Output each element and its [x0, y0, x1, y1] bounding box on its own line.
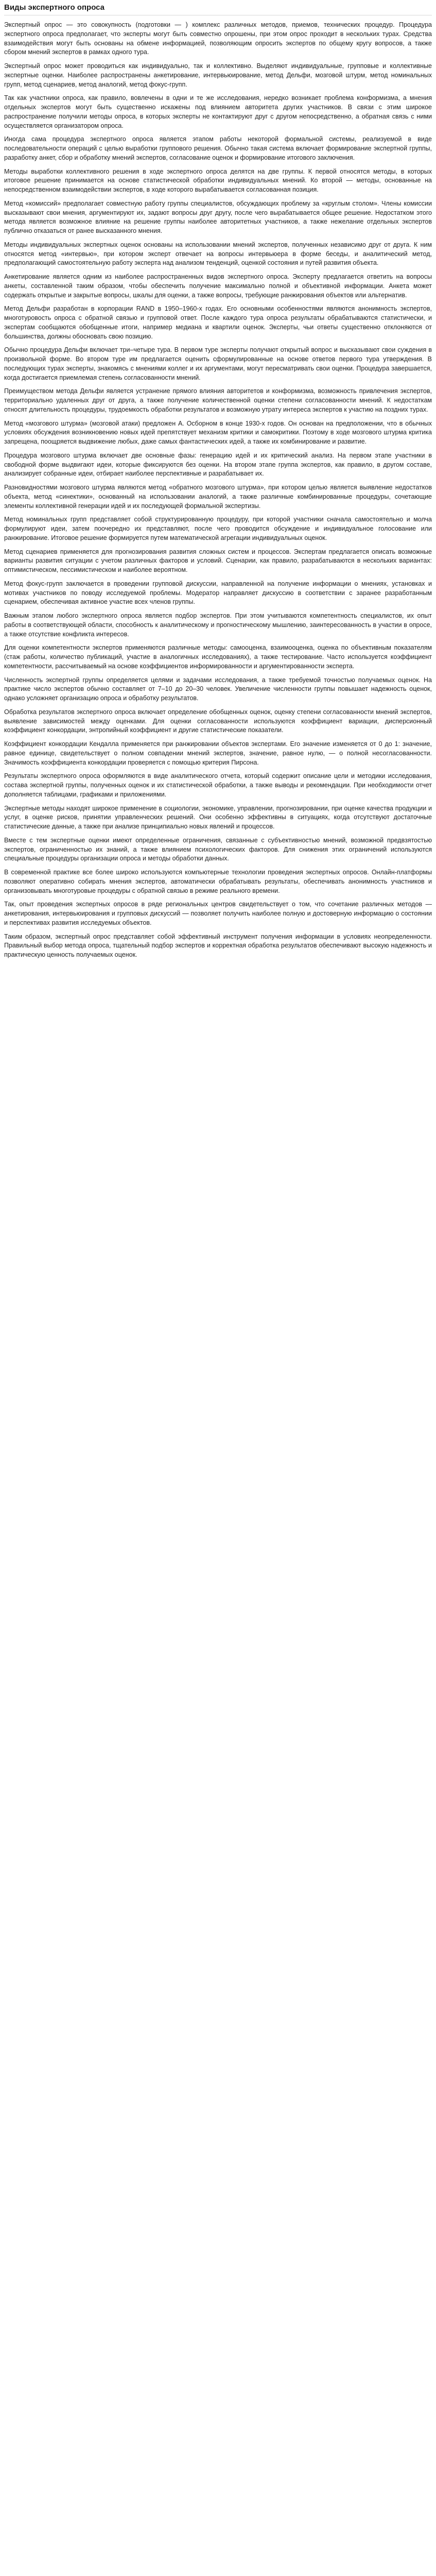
article-paragraph: Процедура мозгового штурма включает две основные фазы: генерацию идей и их критический анализ. На первом этапе участники в свободной форме выдвигают идеи, которые фиксируются без оценки. На втором этапе группа экспертов, как правило, в другом составе, анализирует собранные идеи, отбирает наиболее перспективные и разрабатывает их.: [4, 451, 432, 478]
article-paragraph: Преимуществом метода Дельфи является устранение прямого влияния авторитетов и конформизма, возможность привлечения экспертов, территориально удаленных друг от друга, а также получение количественной оценки степени согласованности мнений. К недостаткам относят длительность процедуры, трудоемкость обработки результатов и возможную утрату интереса экспертов к участию на поздних турах.: [4, 387, 432, 413]
article-paragraph: Анкетирование является одним из наиболее распространенных видов экспертного опроса. Эксперту предлагается ответить на вопросы анкеты, составленной таким образом, чтобы обеспечить получение максимально полной и объективной информации. Анкета может содержать открытые и закрытые вопросы, шкалы для оценки, а также вопросы, требующие ранжирования объектов или альтернатив.: [4, 273, 432, 299]
article-paragraph: Метод «комиссий» предполагает совместную работу группы специалистов, обсуждающих проблему за «круглым столом». Члены комиссии высказывают свои мнения, аргументируют их, задают вопросы друг другу, после чего вырабатывается общее решение. Недостатком этого метода является возможное влияние на решение группы наиболее авторитетных участников, а также нежелание отдельных экспертов публично отказаться от ранее высказанного мнения.: [4, 199, 432, 234]
article-paragraph: Метод Дельфи разработан в корпорации RAND в 1950–1960-х годах. Его основными особенностями являются анонимность экспертов, многотуровость опроса с обратной связью и групповой ответ. После каждого тура опроса результаты обрабатываются статистически, и экспертам сообщаются обобщенные итоги, например медиана и квартили оценок. Эксперты, чьи ответы существенно отклоняются от большинства, должны обосновать свою позицию.: [4, 305, 432, 340]
article-paragraph: Так, опыт проведения экспертных опросов в ряде региональных центров свидетельствует о том, что сочетание различных методов — анкетирования, интервьюирования и групповых дискуссий — позволяет получить наиболее полную и достоверную информацию о состоянии и перспективах развития исследуемых объектов.: [4, 901, 432, 926]
article-paragraph: Метод «мозгового штурма» (мозговой атаки) предложен А. Осборном в конце 1930-х годов. Он основан на предположении, что в обычных условиях обсуждения возникновению новых идей препятствует механизм критики и самокритики. Поэтому в ходе мозгового штурма критика запрещена, поощряется выдвижение любых, даже самых фантастических идей, а также их комбинирование и развитие.: [4, 419, 432, 445]
article-paragraph: Обычно процедура Дельфи включает три–четыре тура. В первом туре эксперты получают открытый вопрос и высказывают свои суждения в произвольной форме. Во втором туре им предлагается оценить сформулированные на основе ответов первого тура утверждения. В последующих турах эксперты, знакомясь с мнениями коллег и их аргументами, могут пересматривать свои оценки. Процедура завершается, когда достигается приемлемая степень согласованности мнений.: [4, 346, 432, 381]
article-paragraph: Методы выработки коллективного решения в ходе экспертного опроса делятся на две группы. К первой относятся методы, в которых итоговое решение принимается на основе статистической обработки индивидуальных мнений. Ко второй — методы, основанные на непосредственном взаимодействии экспертов, в ходе которого вырабатывается согласованная позиция.: [4, 167, 432, 193]
article-paragraph: Для оценки компетентности экспертов применяются различные методы: самооценка, взаимооценка, оценка по объективным показателям (стаж работы, количество публикаций, участие в аналогичных исследованиях), а также тестирование. Часто используется коэффициент компетентности, рассчитываемый на основе коэффициентов информированности и аргументированности эксперта.: [4, 644, 432, 670]
article-paragraph: Метод номинальных групп представляет собой структурированную процедуру, при которой участники сначала самостоятельно и молча формулируют идеи, затем поочередно их представляют, после чего проводится обсуждение и индивидуальное голосование или ранжирование. Итоговое решение формируется путем математической агрегации индивидуальных оценок.: [4, 516, 432, 541]
article-paragraph: Таким образом, экспертный опрос представляет собой эффективный инструмент получения информации в условиях неопределенности. Правильный выбор метода опроса, тщательный подбор экспертов и корректная обработка результатов обеспечивают высокую надежность и практическую ценность получаемых оценок.: [4, 933, 432, 958]
article-paragraph: Метод фокус-групп заключается в проведении групповой дискуссии, направленной на получение информации о мнениях, установках и мотивах участников по поводу исследуемой проблемы. Модератор направляет дискуссию в соответствии с заранее разработанным сценарием, обеспечивая активное участие всех членов группы.: [4, 580, 432, 606]
article-paragraph: Коэффициент конкордации Кендалла применяется при ранжировании объектов экспертами. Его значение изменяется от 0 до 1: значение, равное единице, свидетельствует о полном совпадении мнений экспертов, значение, равное нулю, — о полной несогласованности. Значимость коэффициента конкордации проверяется с помощью критерия Пирсона.: [4, 740, 432, 766]
article-paragraph: Метод сценариев применяется для прогнозирования развития сложных систем и процессов. Экспертам предлагается описать возможные варианты развития ситуации с учетом различных факторов и условий. Сценарии, как правило, разрабатываются в нескольких вариантах: оптимистическом, пессимистическом и наиболее вероятном.: [4, 548, 432, 573]
article-paragraph: Результаты экспертного опроса оформляются в виде аналитического отчета, который содержит описание цели и методики исследования, состава экспертной группы, полученных оценок и их статистической обработки, а также выводы и рекомендации. При необходимости отчет дополняется таблицами, графиками и приложениями.: [4, 772, 432, 798]
article-paragraph: Разновидностями мозгового штурма являются метод «обратного мозгового штурма», при котором целью является выявление недостатков объекта, метод «синектики», основанный на использовании аналогий, а также различные комбинированные процедуры, сочетающие элементы коллективной генерации идей и их последующей формальной экспертизы.: [4, 484, 432, 510]
page-title: Виды экспертного опроса: [4, 3, 432, 15]
article-paragraph: Иногда сама процедура экспертного опроса является этапом работы некоторой формальной системы, реализуемой в виде последовательности операций с целью выработки группового решения. Обычно такая система включает формирование экспертной группы, разработку анкет, сбор и обработку мнений экспертов, согласование оценок и формирование итогового заключения.: [4, 135, 432, 161]
article-paragraph: Экспертный опрос может проводиться как индивидуально, так и коллективно. Выделяют индивидуальные, групповые и коллективные экспертные оценки. Наиболее распространены анкетирование, интервьюирование, метод Дельфи, мозговой штурм, метод номинальных групп, метод сценариев, метод аналогий, метод фокус-групп.: [4, 62, 432, 88]
article-paragraph: Важным этапом любого экспертного опроса является подбор экспертов. При этом учитываются компетентность специалистов, их опыт работы в соответствующей области, способность к аналитическому и прогностическому мышлению, заинтересованность в участии в опросе, а также отсутствие конфликта интересов.: [4, 612, 432, 638]
article-paragraph: Экспертные методы находят широкое применение в социологии, экономике, управлении, прогнозировании, при оценке качества продукции и услуг, в оценке рисков, принятии управленческих решений. Они особенно эффективны в ситуациях, когда отсутствуют достаточные статистические данные, а также при анализе принципиально новых явлений и процессов.: [4, 804, 432, 830]
article-paragraph: Численность экспертной группы определяется целями и задачами исследования, а также требуемой точностью получаемых оценок. На практике число экспертов обычно составляет от 7–10 до 20–30 человек. Увеличение численности группы повышает надежность оценок, однако усложняет организацию опроса и обработку результатов.: [4, 676, 432, 702]
article-paragraph: Вместе с тем экспертные оценки имеют определенные ограничения, связанные с субъективностью мнений, возможной предвзятостью экспертов, ограниченностью их знаний, а также влиянием психологических факторов. Для снижения этих ограничений используются специальные процедуры организации опроса и методы обработки данных.: [4, 836, 432, 862]
article-paragraph: Обработка результатов экспертного опроса включает определение обобщенных оценок, оценку степени согласованности мнений экспертов, выявление зависимостей между оценками. Для оценки согласованности используются коэффициент вариации, дисперсионный коэффициент конкордации, энтропийный коэффициент и другие статистические показатели.: [4, 708, 432, 734]
article-paragraph: В современной практике все более широко используются компьютерные технологии проведения экспертных опросов. Онлайн-платформы позволяют оперативно собирать мнения экспертов, автоматически обрабатывать результаты, обеспечивать анонимность участников и организовывать многотуровые процедуры с обратной связью в режиме реального времени.: [4, 869, 432, 894]
article-paragraph: Методы индивидуальных экспертных оценок основаны на использовании мнений экспертов, полученных независимо друг от друга. К ним относятся метод «интервью», при котором эксперт отвечает на вопросы интервьюера в форме беседы, и аналитический метод, предполагающий самостоятельную работу эксперта над анализом тенденций, оценкой состояния и путей развития объекта.: [4, 241, 432, 267]
article-body: [4, 21, 432, 960]
article-page: [0, 0, 436, 977]
article-paragraph: Так как участники опроса, как правило, вовлечены в одни и те же исследования, нередко возникает проблема конформизма, а мнения отдельных экспертов могут быть существенно искажены под влиянием авторитета других участников. В связи с этим широкое распространение получили методы опроса, в которых эксперты не контактируют друг с другом непосредственно, а обратная связь с ними осуществляется организатором опроса.: [4, 94, 432, 129]
article-paragraph: Экспертный опрос — это совокупность (подготовки — ) комплекс различных методов, приемов, технических процедур. Процедура экспертного опроса предполагает, что эксперты могут быть совместно опрошены, при этом опрос проходит в нескольких турах. Средства взаимодействия могут быть основаны на обмене информацией, позволяющим опросить экспертов по общему кругу вопросов, а также сбором мнений экспертов в рамках одного тура.: [4, 21, 432, 56]
